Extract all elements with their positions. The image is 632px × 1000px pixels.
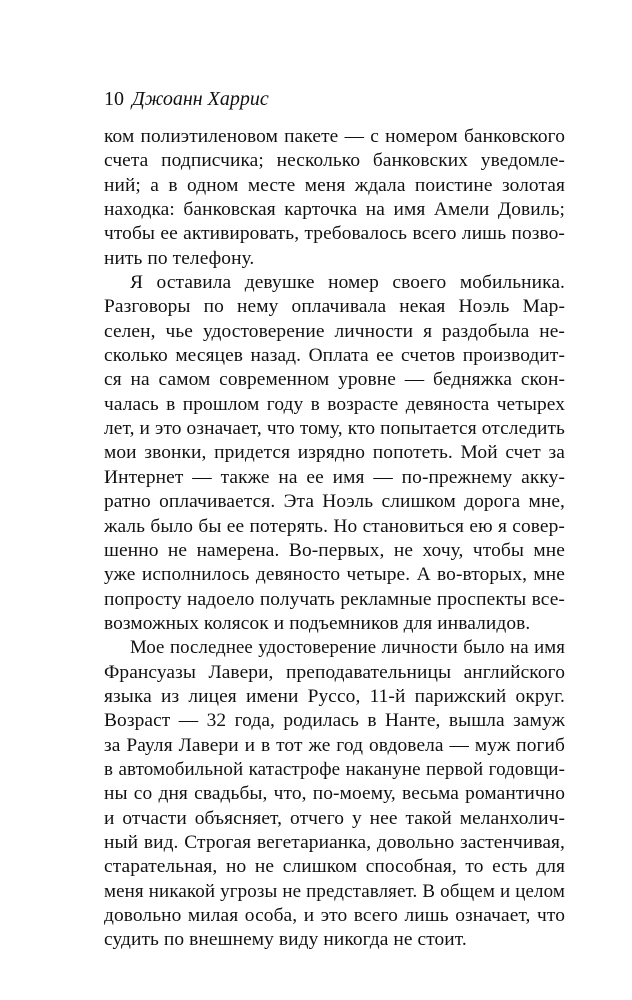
text-line: Интернет — также на ее имя — по-прежнему акку-	[104, 466, 565, 488]
text-line: счета подписчика; несколько банковских уведомле-	[104, 150, 565, 172]
text-line: мои звонки, придется изрядно попотеть. Мой счет за	[104, 442, 565, 464]
text-line: и отчасти объясняет, отчего у нее такой меланхолич-	[104, 807, 565, 829]
text-line: шенно не намерена. Во-первых, не хочу, чтобы мне	[104, 539, 565, 561]
text-line: ратно оплачивается. Эта Ноэль слишком дорога мне,	[104, 491, 565, 513]
text-line: селен, чье удостоверение личности я раздобыла не-	[104, 320, 565, 342]
text-line: попросту надоело получать рекламные проспекты все-	[104, 588, 565, 610]
text-line: судить по внешнему виду никогда не стоит.	[104, 929, 467, 951]
text-line: Возраст — 32 года, родилась в Нанте, вышла замуж	[104, 710, 565, 732]
text-line: меня никакой угрозы не представляет. В общем и целом	[104, 880, 565, 902]
text-line: Мое последнее удостоверение личности было на имя	[130, 637, 565, 659]
text-line: ны со дня свадьбы, что, по-моему, весьма романтично	[104, 783, 565, 805]
running-head	[104, 86, 269, 112]
paragraph-2	[104, 271, 565, 636]
text-line: ный вид. Строгая вегетарианка, довольно застенчивая,	[104, 831, 565, 853]
body-text	[104, 125, 565, 953]
text-line: нить по телефону.	[104, 247, 255, 269]
text-line: сколько месяцев назад. Оплата ее счетов производит-	[104, 345, 565, 367]
text-line: ком полиэтиленовом пакете — с номером банковского	[104, 126, 565, 147]
text-line: ся на самом современном уровне — бедняжка скон-	[104, 369, 565, 391]
text-line: уже исполнилось девяносто четыре. А во-вторых, мне	[104, 564, 565, 586]
paragraph-3	[104, 636, 565, 952]
text-line: в автомобильной катастрофе накануне первой годовщи-	[104, 758, 565, 780]
text-line: старательная, но не слишком способная, то есть для	[104, 856, 565, 878]
text-line: чтобы ее активировать, требовалось всего лишь позво-	[104, 223, 565, 245]
text-line: лет, и это означает, что тому, кто попытается отследить	[104, 418, 565, 440]
text-line: жаль было бы ее потерять. Но становиться ею я совер-	[104, 515, 565, 537]
text-line: Франсуазы Лавери, преподавательницы английского	[104, 661, 565, 683]
page-number: 10	[104, 88, 124, 110]
running-head-author: Джоанн Харрис	[132, 88, 269, 110]
text-line: возможных колясок и подъемников для инвалидов.	[104, 612, 531, 634]
text-line: Разговоры по нему оплачивала некая Ноэль Мар-	[104, 296, 565, 318]
text-line: чалась в прошлом году в возрасте девяноста четырех	[104, 393, 565, 415]
text-line: ний; а в одном месте меня ждала поистине золотая	[104, 174, 565, 196]
text-line: Я оставила девушке номер своего мобильника.	[130, 272, 565, 294]
paragraph-1	[104, 125, 565, 271]
text-line: языка из лицея имени Руссо, 11-й парижский округ.	[104, 685, 565, 707]
text-line: довольно милая особа, и это всего лишь означает, что	[104, 905, 565, 926]
text-line: находка: банковская карточка на имя Амели Довиль;	[104, 199, 565, 221]
text-line: за Рауля Лавери и в тот же год овдовела — муж погиб	[104, 734, 565, 756]
